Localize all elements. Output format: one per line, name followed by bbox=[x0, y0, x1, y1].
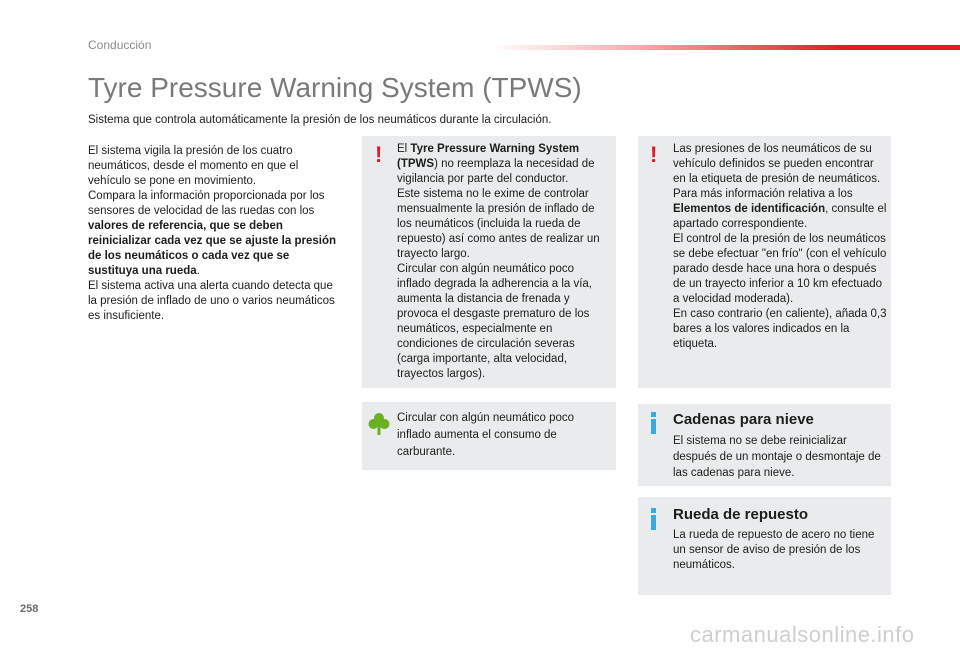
section-label: Conducción bbox=[88, 38, 152, 52]
warning2-text-a: Para más información relativa a los bbox=[673, 188, 853, 200]
warning1-text-b: ) no reemplaza la necesidad de vigilancia por parte del conductor. bbox=[397, 158, 595, 185]
intro-paragraph-3: El sistema activa una alerta cuando detecta que la presión de inflado de uno o varios neumáticos es insuficiente. bbox=[88, 280, 335, 322]
eco-leaf-icon bbox=[368, 412, 390, 436]
intro-column bbox=[88, 144, 338, 324]
info-box-spare-wheel-title: Rueda de repuesto bbox=[673, 506, 809, 523]
warning2-text-b: , consulte el apartado correspondiente. bbox=[673, 203, 887, 230]
warning1-text-a: El bbox=[397, 143, 411, 155]
warning-icon: ! bbox=[650, 142, 658, 167]
page-title: Tyre Pressure Warning System (TPWS) bbox=[88, 72, 582, 103]
info-icon bbox=[650, 508, 658, 530]
warning2-paragraph-1: Las presiones de los neumáticos de su vehículo definidos se pueden encontrar en la etiqueta de presión de neumáticos. bbox=[673, 143, 881, 185]
warning1-paragraph-2: Este sistema no le exime de controlar mensualmente la presión de inflado de los neumáticos (incluida la rueda de repuesto) así como antes de realizar un trayecto largo. bbox=[397, 188, 600, 260]
page-number: 258 bbox=[20, 603, 39, 615]
intro-p2-bold: valores de referencia, que se deben reinicializar cada vez que se ajuste la presión de los neumáticos o cada vez que se sustituya una rueda bbox=[88, 220, 337, 277]
warning2-paragraph-2 bbox=[673, 187, 887, 232]
warning1-bold: Tyre Pressure Warning System (TPWS bbox=[397, 143, 580, 170]
info-box-snow-chains-text: El sistema no se debe reinicializar después de un montaje o desmontaje de las cadenas para nieve. bbox=[673, 435, 881, 479]
info-box-spare-wheel-text: La rueda de repuesto de acero no tiene un sensor de aviso de presión de los neumáticos. bbox=[673, 529, 875, 571]
warning1-paragraph-1 bbox=[397, 142, 609, 187]
info-box-spare-wheel bbox=[638, 497, 891, 595]
warning2-bold: Elementos de identificación bbox=[673, 203, 826, 215]
watermark: carmanualsonline.info bbox=[690, 622, 915, 647]
warning2-paragraph-4: En caso contrario (en caliente), añada 0,3 bares a los valores indicados en la etiqueta. bbox=[673, 308, 887, 350]
info-box-snow-chains-title: Cadenas para nieve bbox=[673, 411, 814, 428]
page-subtitle: Sistema que controla automáticamente la presión de los neumáticos durante la circulación. bbox=[88, 114, 552, 126]
eco-box bbox=[362, 402, 616, 470]
intro-p2-text: Compara la información proporcionada por los sensores de velocidad de las ruedas con los bbox=[88, 190, 325, 217]
header-accent-line bbox=[490, 45, 960, 50]
warning-box-pressures bbox=[638, 136, 891, 388]
intro-paragraph-2 bbox=[88, 189, 338, 279]
warning-box-pressures-text bbox=[673, 142, 887, 352]
intro-p2-end: . bbox=[196, 265, 200, 277]
warning-icon: ! bbox=[375, 142, 383, 167]
info-icon bbox=[650, 412, 658, 434]
warning-box-tpws-text bbox=[397, 142, 609, 382]
info-box-snow-chains bbox=[638, 404, 891, 486]
warning-box-tpws bbox=[362, 136, 616, 388]
warning1-paragraph-3: Circular con algún neumático poco inflado degrada la adherencia a la vía, aumenta la distancia de frenada y provoca el desgaste prematuro de los neumáticos, especialmente en condiciones de circulación severas (carga importante, alta velocidad, trayectos largos). bbox=[397, 263, 593, 380]
warning2-paragraph-3: El control de la presión de los neumáticos se debe efectuar "en frío" (con el vehículo parado desde hace una hora o después de un trayecto inferior a 10 km efectuado a velocidad moderada). bbox=[673, 233, 887, 305]
eco-box-text: Circular con algún neumático poco inflado aumenta el consumo de carburante. bbox=[397, 412, 575, 458]
intro-paragraph-1: El sistema vigila la presión de los cuatro neumáticos, desde el momento en que el vehículo se pone en movimiento. bbox=[88, 145, 299, 187]
